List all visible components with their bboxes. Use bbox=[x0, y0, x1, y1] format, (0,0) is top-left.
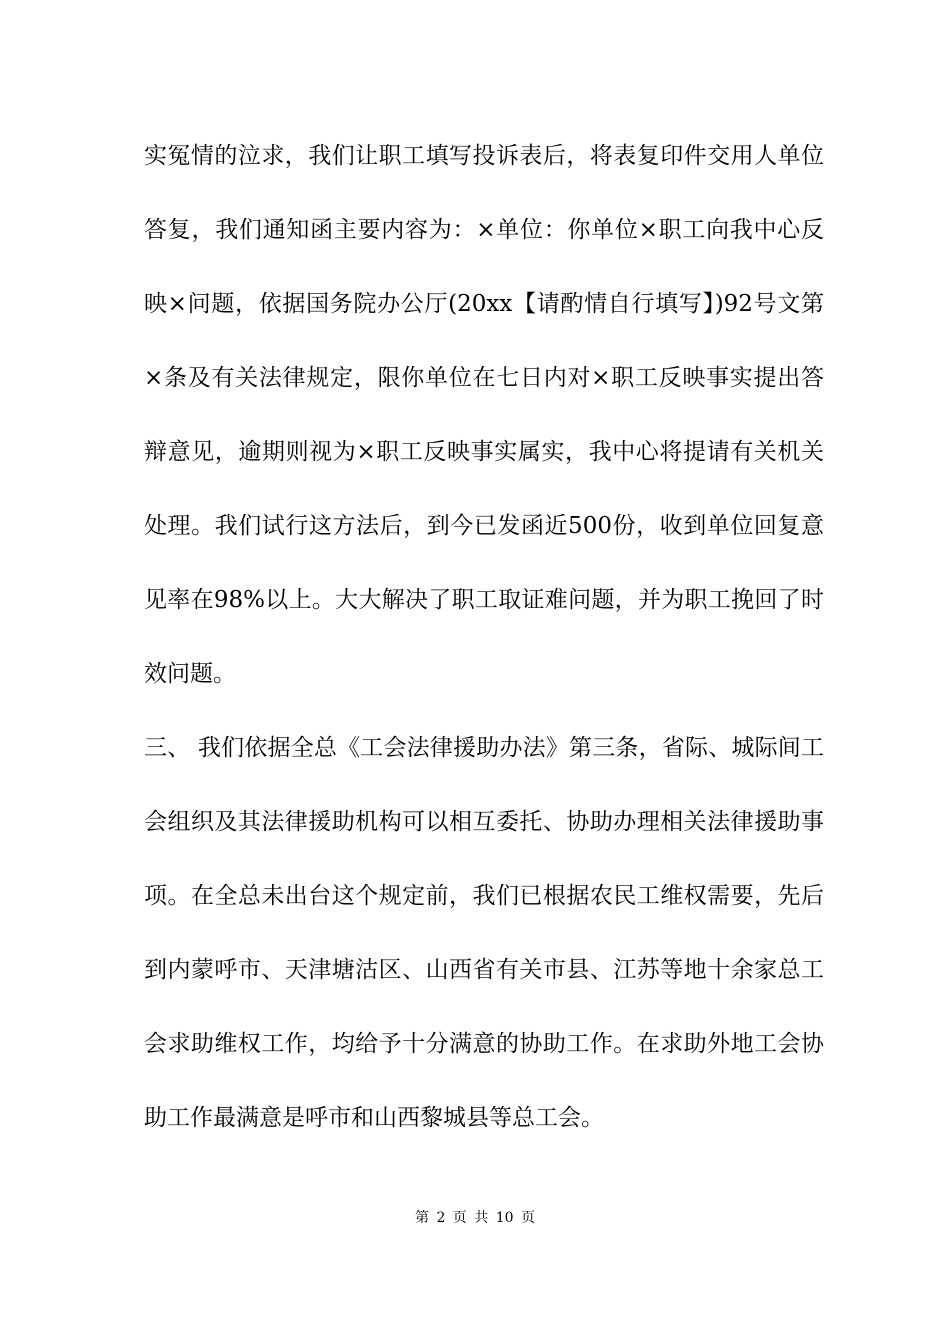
page-number-footer: 第 2 页 共 10 页 bbox=[415, 1210, 535, 1226]
paragraph-line: 效问题。 bbox=[144, 661, 236, 687]
paragraph-line: 处理。我们试行这方法后，到今已发函近500份，收到单位回复意 bbox=[144, 513, 824, 539]
paragraph-line: 项。在全总未出台这个规定前，我们已根据农民工维权需要，先后 bbox=[144, 883, 824, 909]
paragraph-line: 辩意见，逾期则视为×职工反映事实属实，我中心将提请有关机关 bbox=[144, 439, 824, 465]
paragraph-line: 映×问题，依据国务院办公厅(20xx【请酌情自行填写】)92号文第 bbox=[144, 291, 824, 317]
paragraph-line: 会求助维权工作，均给予十分满意的协助工作。在求助外地工会协 bbox=[144, 1031, 824, 1057]
paragraph-line: 实冤情的泣求，我们让职工填写投诉表后，将表复印件交用人单位 bbox=[144, 143, 824, 169]
paragraph-line: 助工作最满意是呼市和山西黎城县等总工会。 bbox=[144, 1105, 604, 1131]
paragraph-line: 到内蒙呼市、天津塘沽区、山西省有关市县、江苏等地十余家总工 bbox=[144, 957, 824, 983]
paragraph-line: 见率在98%以上。大大解决了职工取证难问题，并为职工挽回了时 bbox=[144, 587, 824, 613]
paragraph-line: ×条及有关法律规定，限你单位在七日内对×职工反映事实提出答 bbox=[144, 365, 824, 391]
paragraph-line: 会组织及其法律援助机构可以相互委托、协助办理相关法律援助事 bbox=[144, 809, 824, 835]
paragraph-line: 三、 我们依据全总《工会法律援助办法》第三条，省际、城际间工 bbox=[144, 735, 824, 761]
paragraph-line: 答复，我们通知函主要内容为：×单位：你单位×职工向我中心反 bbox=[144, 217, 824, 243]
